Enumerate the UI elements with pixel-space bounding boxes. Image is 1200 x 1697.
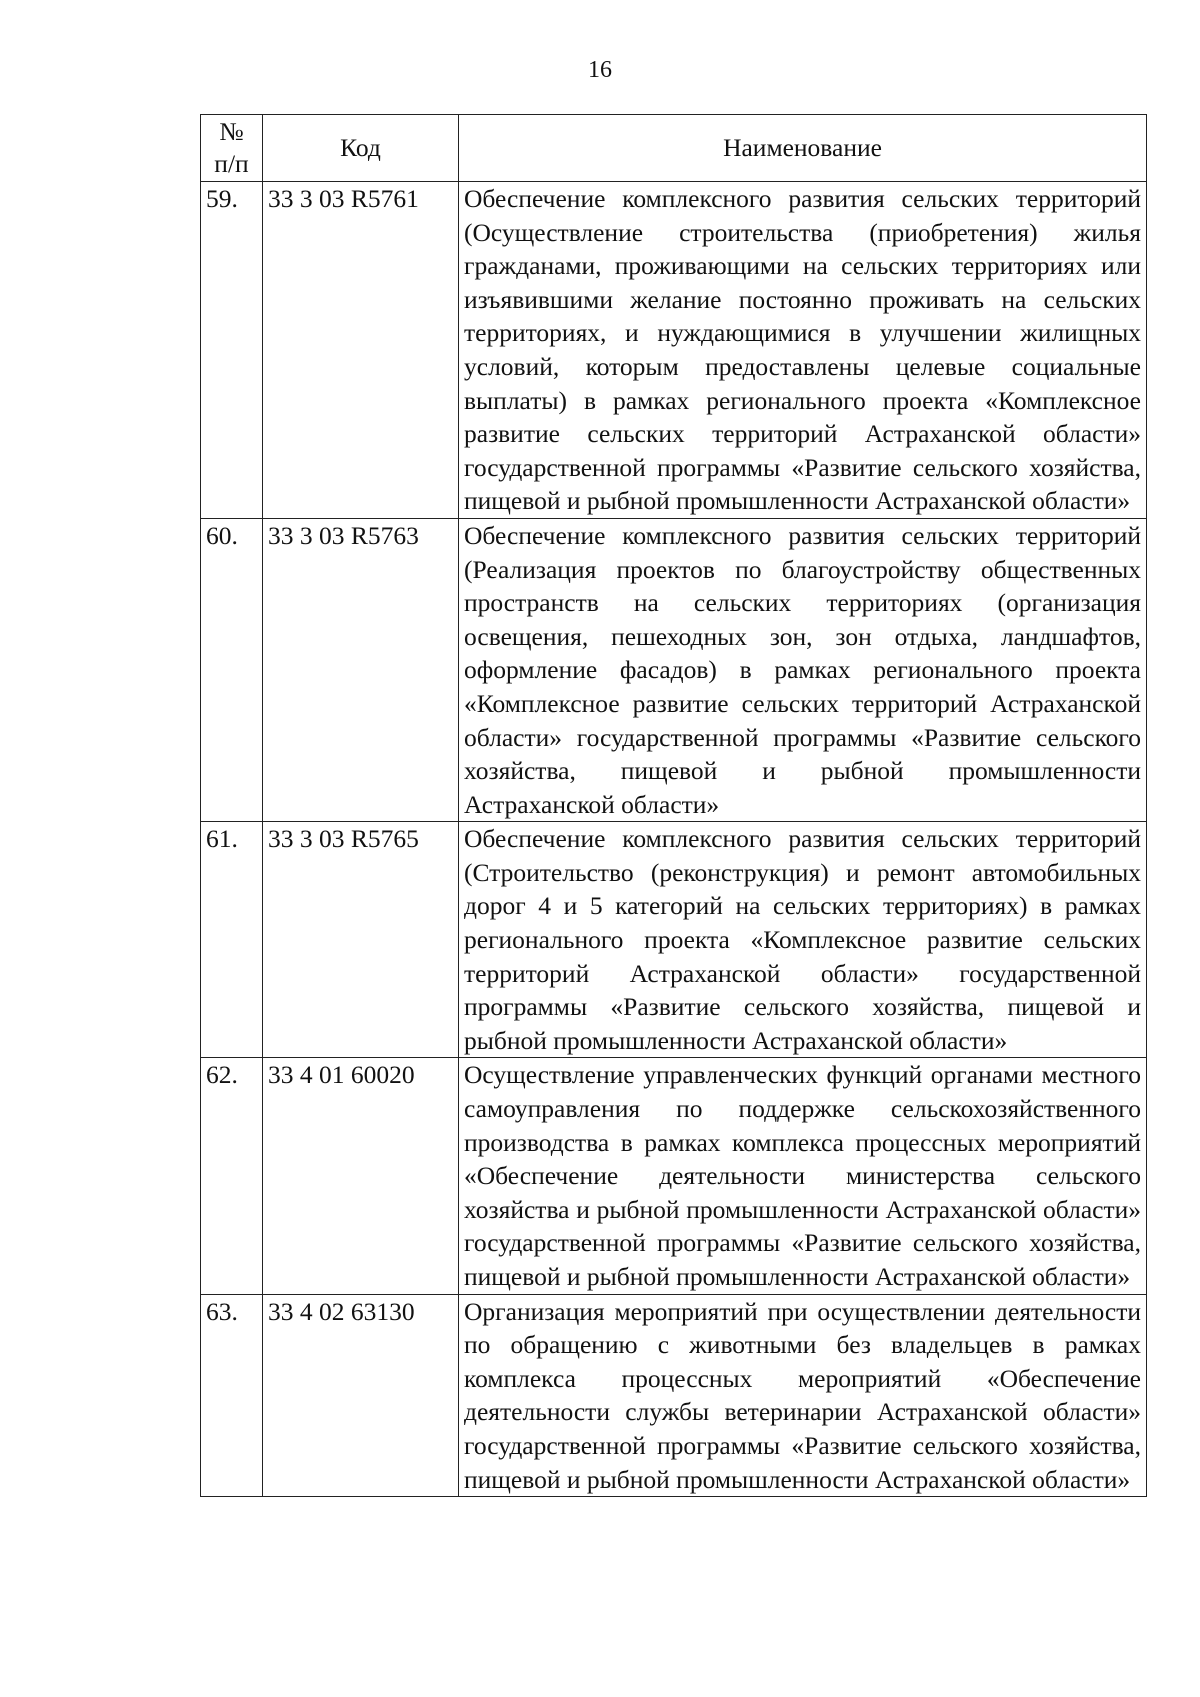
header-name: Наименование [459,115,1147,182]
table-row [201,1294,1147,1497]
row-name: Организация мероприятий при осуществлении деятельности по обращению с животными без владельцев в рамках комплекса процессных мероприятий «Обеспечение деятельности службы ветеринарии Астраханской области» государственной программы «Развитие сельского хозяйства, пищевой и рыбной промышленности Астраханской области» [459,1294,1147,1497]
header-number [201,115,263,182]
table-header-row [201,115,1147,182]
header-code: Код [263,115,459,182]
row-number: 60. [201,518,263,821]
table-row [201,518,1147,821]
header-number-abbr: п/п [214,149,249,178]
row-code: 33 3 03 R5765 [263,822,459,1058]
row-name: Обеспечение комплексного развития сельских территорий (Осуществление строительства (приобретения) жилья гражданами, проживающими на сельских территориях или изъявившими желание постоянно проживать на сельских территориях, и нуждающимися в улучшении жилищных условий, которым предоставлены целевые социальные выплаты) в рамках регионального проекта «Комплексное развитие сельских территорий Астраханской области» государственной программы «Развитие сельского хозяйства, пищевой и рыбной промышленности Астраханской области» [459,182,1147,519]
row-number: 63. [201,1294,263,1497]
row-name: Обеспечение комплексного развития сельских территорий (Строительство (реконструкция) и ремонт автомобильных дорог 4 и 5 категорий на сельских территориях) в рамках регионального проекта «Комплексное развитие сельских территорий Астраханской области» государственной программы «Развитие сельского хозяйства, пищевой и рыбной промышленности Астраханской области» [459,822,1147,1058]
table-row [201,1058,1147,1294]
budget-code-table [200,114,1147,1497]
row-number: 61. [201,822,263,1058]
header-number-symbol: № [219,117,244,146]
row-number: 62. [201,1058,263,1294]
row-name: Обеспечение комплексного развития сельских территорий (Реализация проектов по благоустройству общественных пространств на сельских территориях (организация освещения, пешеходных зон, зон отдыха, ландшафтов, оформление фасадов) в рамках регионального проекта «Комплексное развитие сельских территорий Астраханской области» государственной программы «Развитие сельского хозяйства, пищевой и рыбной промышленности Астраханской области» [459,518,1147,821]
table-row [201,822,1147,1058]
page-number: 16 [588,57,612,83]
row-code: 33 4 02 63130 [263,1294,459,1497]
row-code: 33 3 03 R5761 [263,182,459,519]
row-name: Осуществление управленческих функций органами местного самоуправления по поддержке сельскохозяйственного производства в рамках комплекса процессных мероприятий «Обеспечение деятельности министерства сельского хозяйства и рыбной промышленности Астраханской области» государственной программы «Развитие сельского хозяйства, пищевой и рыбной промышленности Астраханской области» [459,1058,1147,1294]
row-number: 59. [201,182,263,519]
row-code: 33 3 03 R5763 [263,518,459,821]
row-code: 33 4 01 60020 [263,1058,459,1294]
table-row [201,182,1147,519]
